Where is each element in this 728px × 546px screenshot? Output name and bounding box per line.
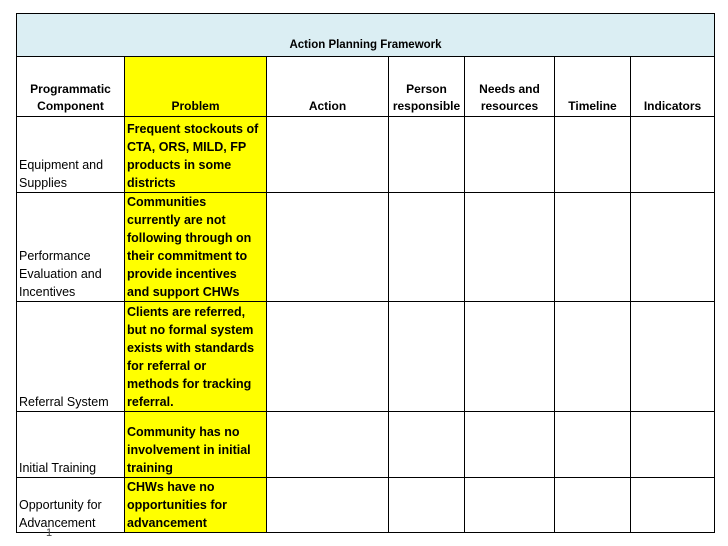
action-planning-table: [16, 13, 715, 533]
needs-cell[interactable]: [465, 412, 555, 478]
header-needs-resources: Needs and resources: [465, 57, 555, 117]
timeline-cell[interactable]: [555, 302, 631, 412]
problem-cell: Frequent stockouts of CTA, ORS, MILD, FP products in some districts: [125, 117, 267, 193]
table-row: [17, 302, 715, 412]
indicators-cell[interactable]: [631, 412, 715, 478]
timeline-cell[interactable]: [555, 478, 631, 533]
header-timeline: Timeline: [555, 57, 631, 117]
needs-cell[interactable]: [465, 117, 555, 193]
header-indicators: Indicators: [631, 57, 715, 117]
component-cell: Referral System: [17, 302, 125, 412]
person-cell[interactable]: [389, 117, 465, 193]
action-cell[interactable]: [267, 302, 389, 412]
timeline-cell[interactable]: [555, 193, 631, 302]
problem-cell: CHWs have no opportunities for advancement: [125, 478, 267, 533]
component-cell: Performance Evaluation and Incentives: [17, 193, 125, 302]
table-title: Action Planning Framework: [17, 14, 715, 57]
header-problem: Problem: [125, 57, 267, 117]
action-cell[interactable]: [267, 478, 389, 533]
person-cell[interactable]: [389, 412, 465, 478]
action-cell[interactable]: [267, 193, 389, 302]
needs-cell[interactable]: [465, 478, 555, 533]
table-row: [17, 117, 715, 193]
person-cell[interactable]: [389, 478, 465, 533]
header-component: Programmatic Component: [17, 57, 125, 117]
problem-cell: Community has no involvement in initial training: [125, 412, 267, 478]
needs-cell[interactable]: [465, 193, 555, 302]
timeline-cell[interactable]: [555, 412, 631, 478]
footer-mark: 1: [46, 527, 53, 539]
action-cell[interactable]: [267, 117, 389, 193]
table-row: [17, 193, 715, 302]
problem-cell: Communities currently are not following through on their commitment to provide incentives and support CHWs: [125, 193, 267, 302]
table-row: [17, 412, 715, 478]
header-person-responsible: Person responsible: [389, 57, 465, 117]
indicators-cell[interactable]: [631, 117, 715, 193]
timeline-cell[interactable]: [555, 117, 631, 193]
indicators-cell[interactable]: [631, 302, 715, 412]
header-action: Action: [267, 57, 389, 117]
indicators-cell[interactable]: [631, 478, 715, 533]
header-row: [17, 57, 715, 117]
problem-cell: Clients are referred, but no formal system exists with standards for referral or methods for tracking referral.: [125, 302, 267, 412]
component-cell: Equipment and Supplies: [17, 117, 125, 193]
person-cell[interactable]: [389, 302, 465, 412]
person-cell[interactable]: [389, 193, 465, 302]
table-row: [17, 478, 715, 533]
component-cell: Opportunity for Advancement: [17, 478, 125, 533]
needs-cell[interactable]: [465, 302, 555, 412]
action-cell[interactable]: [267, 412, 389, 478]
indicators-cell[interactable]: [631, 193, 715, 302]
component-cell: Initial Training: [17, 412, 125, 478]
